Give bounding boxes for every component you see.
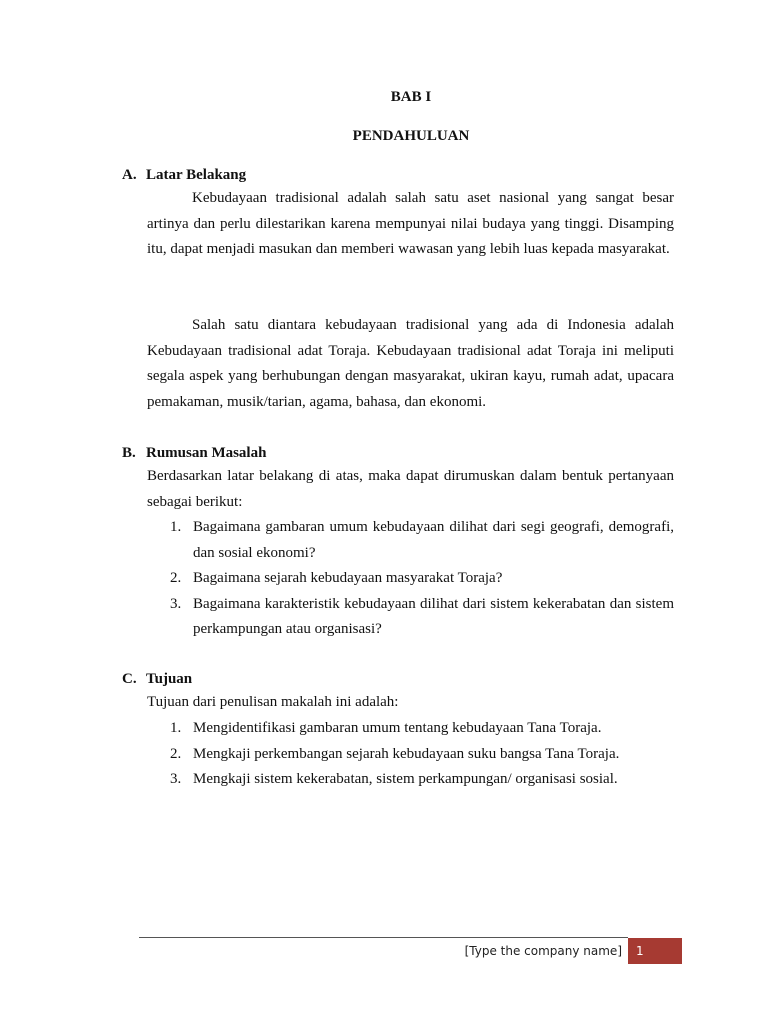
list-item-text: Mengidentifikasi gambaran umum tentang kebudayaan Tana Toraja. xyxy=(193,720,602,736)
section-a-heading xyxy=(122,166,246,184)
footer-company-name: [Type the company name] xyxy=(464,944,622,958)
section-c-heading xyxy=(122,670,192,688)
section-b-heading xyxy=(122,444,266,462)
section-a-letter: A. xyxy=(122,167,137,183)
list-item-text: Mengkaji sistem kekerabatan, sistem perkampungan/ organisasi sosial. xyxy=(193,771,618,787)
section-a-title: Latar Belakang xyxy=(146,167,247,183)
section-c-title: Tujuan xyxy=(146,671,193,687)
section-b-list xyxy=(147,515,674,643)
list-item-number: 3. xyxy=(170,771,182,787)
list-item-number: 1. xyxy=(170,720,182,736)
section-b-intro: Berdasarkan latar belakang di atas, maka dapat dirumuskan dalam bentuk pertanyaan sebagai berikut: xyxy=(147,468,674,510)
section-b-title: Rumusan Masalah xyxy=(146,445,267,461)
section-a-paragraph-1: Kebudayaan tradisional adalah salah satu aset nasional yang sangat besar artinya dan perlu dilestarikan karena mempunyai nilai budaya yang tinggi. Disamping itu, dapat menjadi masukan dan memberi wawasan yang lebih luas kepada masyarakat. xyxy=(147,190,674,257)
list-item-text: Mengkaji perkembangan sejarah kebudayaan suku bangsa Tana Toraja. xyxy=(193,745,620,762)
list-item-number: 2. xyxy=(170,570,182,586)
list-item xyxy=(147,742,674,768)
list-item-number: 3. xyxy=(170,595,182,612)
list-item-text: Bagaimana gambaran umum kebudayaan dilihat dari segi geografi, demografi, dan sosial ekonomi? xyxy=(193,519,674,561)
list-item xyxy=(147,566,674,592)
list-item xyxy=(147,592,674,643)
list-item xyxy=(147,515,674,566)
footer-divider xyxy=(139,937,628,938)
section-c-letter: C. xyxy=(122,671,137,687)
list-item-number: 1. xyxy=(170,519,182,535)
section-c-intro: Tujuan dari penulisan makalah ini adalah: xyxy=(147,694,399,710)
list-item xyxy=(147,767,674,793)
chapter-title: PENDAHULUAN xyxy=(352,128,470,144)
section-b-letter: B. xyxy=(122,445,136,461)
list-item xyxy=(147,716,674,742)
list-item-text: Bagaimana sejarah kebudayaan masyarakat Toraja? xyxy=(193,570,503,586)
section-a-paragraph-2: Salah satu diantara kebudayaan tradisional yang ada di Indonesia adalah Kebudayaan tradisional adat Toraja. Kebudayaan tradisional adat Toraja ini meliputi segala aspek yang berhubungan dengan masyarakat, ukiran kayu, rumah adat, upacara pemakaman, musik/tarian, agama, bahasa, dan ekonomi. xyxy=(147,317,674,410)
footer-page-number: 1 xyxy=(628,938,682,964)
chapter-label: BAB I xyxy=(390,89,432,105)
section-c-list xyxy=(147,716,674,793)
list-item-text: Bagaimana karakteristik kebudayaan dilihat dari sistem kekerabatan dan sistem perkampungan atau organisasi? xyxy=(193,595,674,637)
list-item-number: 2. xyxy=(170,745,182,762)
